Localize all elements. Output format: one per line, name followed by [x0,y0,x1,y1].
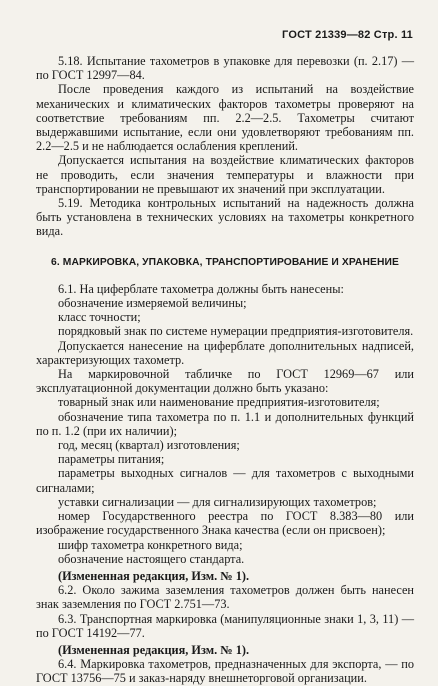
list-item-serial: порядковый знак по системе нумерации предприятия-изготовителя. [58,324,414,339]
amendment-note-2: (Измененная редакция, Изм. № 1). [58,642,250,657]
list-item-type: обозначение типа тахометра по п. 1.1 и дополнительных функций по п. 1.2 (при их наличии); [36,409,414,438]
paragraph-climatic: Допускается испытания на воздействие климатических факторов не проводить, если значения температуры и влажности при транспортировании не превышают их значений при эксплуатации. [36,153,414,196]
section-heading: 6. МАРКИРОВКА, УПАКОВКА, ТРАНСПОРТИРОВАНИЕ И ХРАНЕНИЕ [51,256,399,268]
list-item-registry: номер Государственного реестра по ГОСТ 8.383—80 или изображение государственного Знака качества (если он присвоен); [36,509,414,538]
paragraph-6-2: 6.2. Около зажима заземления тахометров должен быть нанесен знак заземления по ГОСТ 2.751—73. [36,583,414,612]
amendment-note-1: (Измененная редакция, Изм. № 1). [58,568,250,583]
list-item-standard: обозначение настоящего стандарта. [58,551,245,566]
paragraph-5-18: 5.18. Испытание тахометров в упаковке для перевозки (п. 2.17) — по ГОСТ 12997—84. [36,54,414,83]
paragraph-6-1: 6.1. На циферблате тахометра должны быть нанесены: [58,281,344,296]
list-item-alarm-settings: уставки сигнализации — для сигнализирующих тахометров; [58,494,377,509]
paragraph-after-tests: После проведения каждого из испытаний на воздействие механических и климатических факторов тахометры проверяют на соответствие требованиям пп. 2.2—2.5. Тахометры считают выдержавшими испытание, если они удовлетворяют требованиям пп. 2.2—2.5 и не наблюдается ослабления креплений. [36,82,414,154]
paragraph-nameplate: На маркировочной табличке по ГОСТ 12969—67 или эксплуатационной документации должно быть указано: [36,367,414,396]
paragraph-5-19: 5.19. Методика контрольных испытаний на надежность должна быть установлена в технических условиях на тахометры конкретного вида. [36,196,414,239]
list-item-accuracy: класс точности; [58,310,141,325]
page-body [36,54,414,686]
paragraph-6-3: 6.3. Транспортная маркировка (манипуляционные знаки 1, 3, 11) — по ГОСТ 14192—77. [36,611,414,640]
running-head: ГОСТ 21339—82 Стр. 11 [282,29,413,41]
list-item-trademark: товарный знак или наименование предприятия-изготовителя; [58,395,380,410]
list-item-date: год, месяц (квартал) изготовления; [58,438,240,453]
paragraph-extra-inscriptions: Допускается нанесение на циферблате дополнительных надписей, характеризующих тахометр. [36,338,414,367]
list-item-output-signals: параметры выходных сигналов — для тахометров с выходными сигналами; [36,466,414,495]
list-item-quantity: обозначение измеряемой величины; [58,296,247,311]
list-item-power: параметры питания; [58,452,165,467]
list-item-code: шифр тахометра конкретного вида; [58,537,243,552]
paragraph-6-4: 6.4. Маркировка тахометров, предназначенных для экспорта, — по ГОСТ 13756—75 и заказ-наряду внешнеторговой организации. [36,657,414,686]
